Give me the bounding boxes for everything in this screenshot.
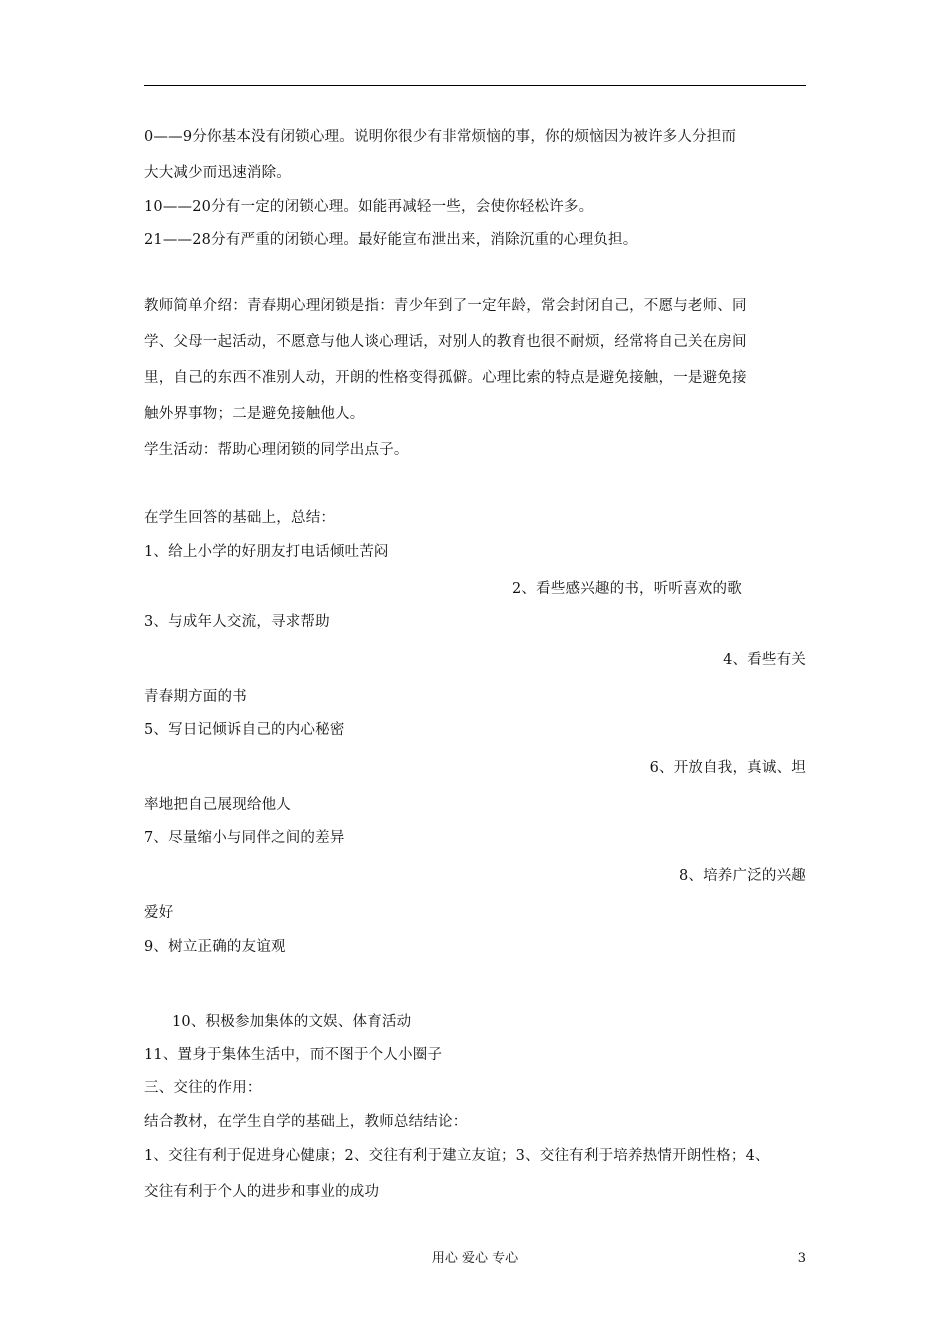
list-item: 4、看些有关	[723, 652, 806, 668]
section-heading: 三、交往的作用：	[144, 1080, 262, 1096]
list-item: 1、给上小学的好朋友打电话倾吐苦闷	[144, 544, 389, 560]
text-line: 教师简单介绍：青春期心理闭锁是指：青少年到了一定年龄，常会封闭自己，不愿与老师、同	[144, 298, 747, 314]
page-number: 3	[797, 1251, 806, 1266]
list-item: 6、开放自我，真诚、坦	[649, 760, 806, 776]
text-line: 结合教材，在学生自学的基础上，教师总结结论：	[144, 1114, 468, 1130]
list-item-continuation: 率地把自己展现给他人	[144, 797, 291, 813]
text-line: 在学生回答的基础上，总结：	[144, 510, 336, 526]
list-item-continuation: 爱好	[144, 905, 174, 921]
list-item: 7、尽量缩小与同伴之间的差异	[144, 830, 345, 846]
footer-motto: 用心 爱心 专心	[431, 1251, 519, 1266]
text-line: 学、父母一起活动，不愿意与他人谈心理话，对别人的教育也很不耐烦，经常将自己关在房间	[144, 334, 747, 350]
list-item: 9、树立正确的友谊观	[144, 939, 286, 955]
text-line: 1、交往有利于促进身心健康；2、交往有利于建立友谊；3、交往有利于培养热情开朗性格；4、	[144, 1148, 770, 1164]
list-item: 2、看些感兴趣的书，听听喜欢的歌	[512, 581, 742, 597]
list-item: 3、与成年人交流，寻求帮助	[144, 614, 330, 630]
list-item: 8、培养广泛的兴趣	[678, 868, 806, 884]
text-line: 交往有利于个人的进步和事业的成功	[144, 1184, 380, 1200]
text-line: 学生活动：帮助心理闭锁的同学出点子。	[144, 442, 409, 458]
text-line: 大大减少而迅速消除。	[144, 165, 291, 181]
text-line: 21——28分有严重的闭锁心理。最好能宣布泄出来，消除沉重的心理负担。	[144, 232, 638, 248]
text-line: 触外界事物；二是避免接触他人。	[144, 406, 365, 422]
header-rule	[144, 85, 806, 86]
list-item: 5、写日记倾诉自己的内心秘密	[144, 722, 345, 738]
text-line: 0——9分你基本没有闭锁心理。说明你很少有非常烦恼的事，你的烦恼因为被许多人分担而	[144, 129, 737, 145]
text-line: 10——20分有一定的闭锁心理。如能再减轻一些，会使你轻松许多。	[144, 199, 594, 215]
text-line: 里，自己的东西不准别人动，开朗的性格变得孤僻。心理比索的特点是避免接触，一是避免接	[144, 370, 747, 386]
list-item-continuation: 青春期方面的书	[144, 689, 247, 705]
list-item: 10、积极参加集体的文娱、体育活动	[172, 1014, 412, 1030]
list-item: 11、置身于集体生活中，而不图于个人小圈子	[144, 1047, 443, 1063]
